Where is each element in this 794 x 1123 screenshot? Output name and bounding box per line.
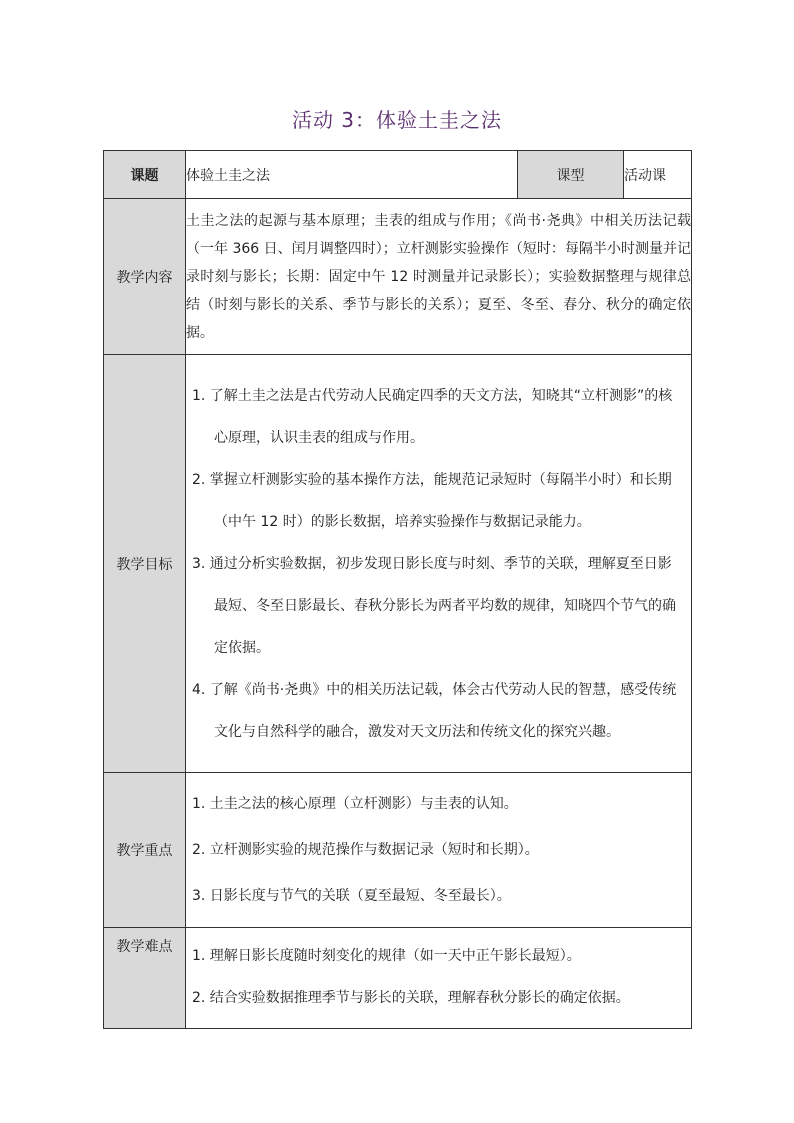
content-label: 教学内容 bbox=[104, 199, 186, 355]
key-points-list bbox=[186, 773, 691, 927]
type-value: 活动课 bbox=[624, 151, 692, 199]
key-points-cell bbox=[186, 773, 692, 928]
objective-item: 4. 了解《尚书·尧典》中的相关历法记载，体会古代劳动人民的智慧，感受传统文化与自然科学的融合，激发对天文历法和传统文化的探究兴趣。 bbox=[192, 681, 677, 740]
key-point-item: 1. 土圭之法的核心原理（立杆测影）与圭表的认知。 bbox=[192, 796, 518, 812]
objectives-list bbox=[186, 367, 691, 761]
table-row-content bbox=[104, 199, 692, 355]
objective-item: 1. 了解土圭之法是古代劳动人民确定四季的天文方法，知晓其“立杆测影”的核心原理，认识圭表的组成与作用。 bbox=[192, 387, 673, 446]
table-row-difficulties bbox=[104, 928, 692, 1029]
difficulties-list bbox=[186, 928, 691, 1028]
difficulty-item: 1. 理解日影长度随时刻变化的规律（如一天中正午影长最短）。 bbox=[192, 948, 581, 964]
type-label: 课型 bbox=[518, 151, 624, 199]
difficulties-label: 教学难点 bbox=[104, 928, 186, 1029]
table-row-key-points bbox=[104, 773, 692, 928]
difficulty-item: 2. 结合实验数据推理季节与影长的关联，理解春秋分影长的确定依据。 bbox=[192, 990, 630, 1006]
lesson-plan-table bbox=[103, 150, 692, 1029]
page-title: 活动 3：体验土圭之法 bbox=[291, 108, 503, 132]
key-points-label: 教学重点 bbox=[104, 773, 186, 928]
topic-label: 课题 bbox=[104, 151, 186, 199]
objective-item: 3. 通过分析实验数据，初步发现日影长度与时刻、季节的关联，理解夏至日影最短、冬至日影最长、春秋分影长为两者平均数的规律，知晓四个节气的确定依据。 bbox=[192, 555, 676, 656]
topic-value: 体验土圭之法 bbox=[186, 151, 518, 199]
key-point-item: 3. 日影长度与节气的关联（夏至最短、冬至最长）。 bbox=[192, 888, 511, 904]
content-text: 土圭之法的起源与基本原理；圭表的组成与作用；《尚书·尧典》中相关历法记载（一年 366 日、闰月调整四时）；立杆测影实验操作（短时：每隔半小时测量并记录时刻与影长；长期：固定中午 12 时测量并记录影长）；实验数据整理与规律总结（时刻与影长的关系、季节与影长的关系）；夏至、冬至、春分、秋分的确定依据。 bbox=[186, 199, 692, 355]
key-point-item: 2. 立杆测影实验的规范操作与数据记录（短时和长期）。 bbox=[192, 842, 539, 858]
table-row-objectives bbox=[104, 355, 692, 773]
objective-item: 2. 掌握立杆测影实验的基本操作方法，能规范记录短时（每隔半小时）和长期（中午 12 时）的影长数据，培养实验操作与数据记录能力。 bbox=[192, 471, 672, 530]
objectives-label: 教学目标 bbox=[104, 355, 186, 773]
table-row-topic bbox=[104, 151, 692, 199]
difficulties-cell bbox=[186, 928, 692, 1029]
objectives-cell bbox=[186, 355, 692, 773]
